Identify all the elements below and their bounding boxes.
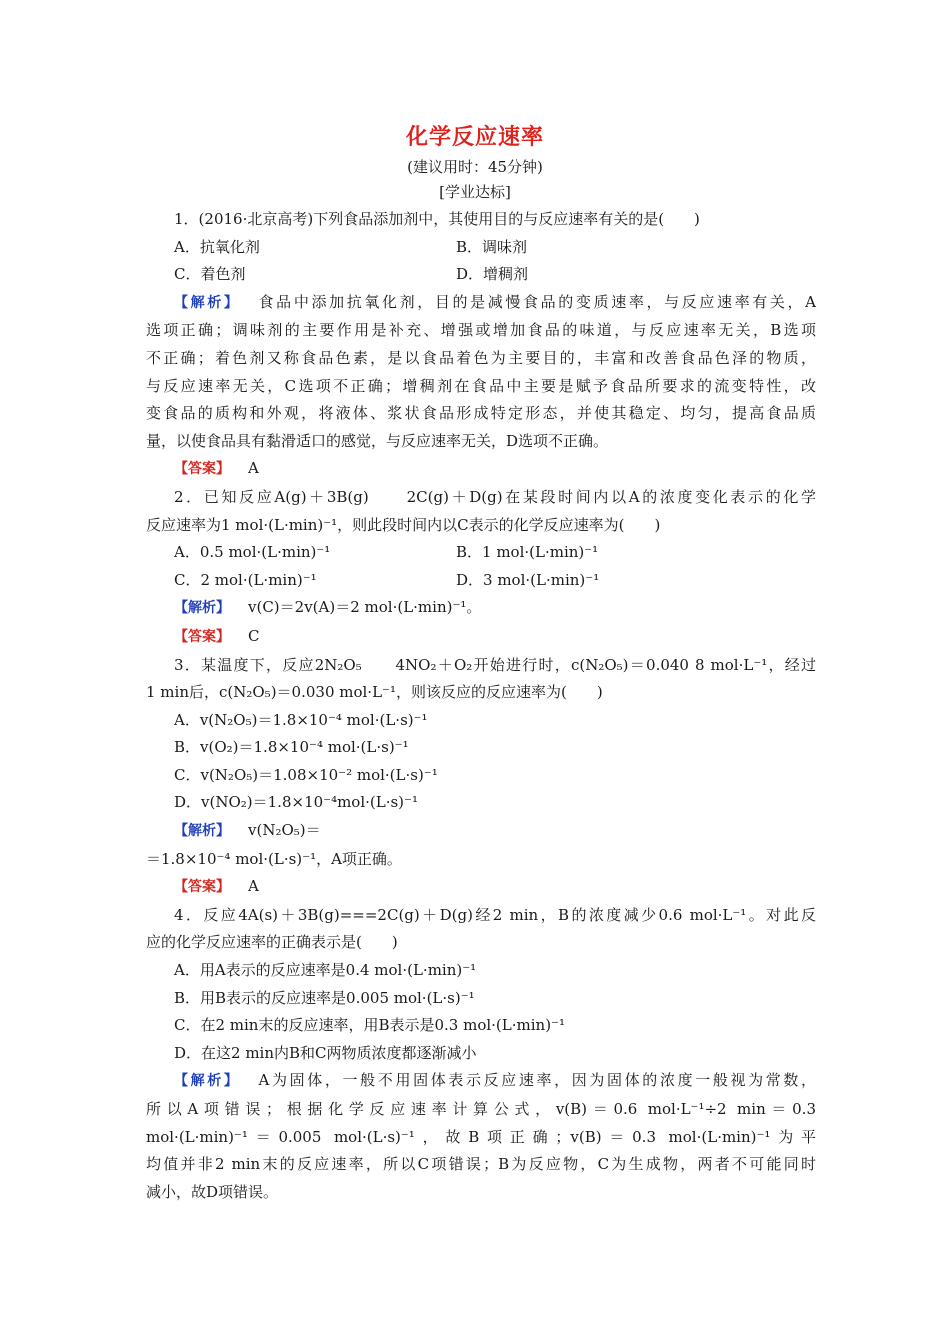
q2-option-b: B．1 mol·(L·min)⁻¹	[456, 543, 599, 562]
q1-options-row1	[146, 234, 816, 262]
analysis-tag: 【解析】	[174, 294, 241, 311]
q3-option-a: A．v(N₂O₅)＝1.8×10⁻⁴ mol·(L·s)⁻¹	[174, 710, 428, 729]
q4-analysis-line5: 减小，故D项错误。	[146, 1182, 279, 1201]
q1-option-a: A．抗氧化剂	[174, 237, 260, 256]
answer-value: C	[248, 626, 260, 645]
analysis-text: A为固体，一般不用固体表示反应速率，因为固体的浓度一般视为常数，	[258, 1071, 817, 1090]
analysis-tag: 【解析】	[174, 823, 230, 840]
q3-stem-line1: 3．某温度下，反应2N₂O₅ 4NO₂＋O₂开始进行时，c(N₂O₅)＝0.040 8 mol·L⁻¹，经过	[174, 655, 816, 674]
section-label: [学业达标]	[439, 183, 511, 201]
q1-options-row2	[146, 261, 816, 289]
page-title: 化学反应速率	[405, 125, 544, 150]
q2-option-a: A．0.5 mol·(L·min)⁻¹	[174, 543, 331, 562]
q3-option-d: D．v(NO₂)＝1.8×10⁻⁴mol·(L·s)⁻¹	[174, 793, 418, 812]
analysis-tag: 【解析】	[174, 1073, 241, 1090]
q4-option-a: A．用A表示的反应速率是0.4 mol·(L·min)⁻¹	[174, 961, 477, 980]
q4-option-c: C．在2 min末的反应速率，用B表示是0.3 mol·(L·min)⁻¹	[174, 1016, 565, 1035]
q3-option-b: B．v(O₂)＝1.8×10⁻⁴ mol·(L·s)⁻¹	[174, 738, 409, 757]
q3-stem-line2: 1 min后，c(N₂O₅)＝0.030 mol·L⁻¹，则该反应的反应速率为( )	[146, 683, 603, 702]
q1-analysis-line5: 变食品的质构和外观，将液体、浆状食品形成特定形态，并使其稳定、均匀，提高食品质	[146, 404, 816, 423]
q4-option-b: B．用B表示的反应速率是0.005 mol·(L·s)⁻¹	[174, 988, 475, 1007]
analysis-text: 食品中添加抗氧化剂，目的是减慢食品的变质速率，与反应速率有关，A	[258, 292, 817, 311]
q2-analysis	[146, 594, 816, 623]
q1-option-c: C．着色剂	[174, 265, 246, 284]
q3-option-c: C．v(N₂O₅)＝1.08×10⁻² mol·(L·s)⁻¹	[174, 765, 438, 784]
q2-stem-line1: 2．已知反应A(g)＋3B(g) 2C(g)＋D(g)在某段时间内以A的浓度变化表示的化学	[174, 487, 816, 506]
analysis-text: v(N₂O₅)＝	[248, 821, 321, 840]
q4-analysis-line4: 均值并非2 min末的反应速率，所以C项错误；B为反应物，C为生成物，两者不可能同时	[146, 1155, 816, 1174]
q2-stem-line2: 反应速率为1 mol·(L·min)⁻¹，则此段时间内以C表示的化学反应速率为( )	[146, 515, 661, 534]
q2-answer	[146, 623, 816, 652]
q1-analysis-line4: 与反应速率无关，C选项不正确；增稠剂在食品中主要是赋予食品所要求的流变特性，改	[146, 376, 816, 395]
answer-tag: 【答案】	[174, 879, 230, 896]
q4-option-d: D．在这2 min内B和C两物质浓度都逐渐减小	[174, 1043, 477, 1062]
q3-analysis-line1	[146, 817, 816, 846]
analysis-tag: 【解析】	[174, 600, 230, 617]
q3-answer	[146, 873, 816, 902]
q2-options-row2	[146, 567, 816, 595]
answer-tag: 【答案】	[174, 628, 230, 645]
q1-analysis-line3: 不正确；着色剂又称食品色素，是以食品着色为主要目的，丰富和改善食品色泽的物质，	[146, 348, 816, 367]
q1-analysis-line6: 量，以使食品具有黏滑适口的感觉，与反应速率无关，D选项不正确。	[146, 431, 609, 450]
q4-analysis-line1	[146, 1067, 816, 1096]
suggested-time: (建议用时：45分钟)	[407, 158, 543, 176]
q3-analysis-line2: ＝1.8×10⁻⁴ mol·(L·s)⁻¹，A项正确。	[146, 849, 402, 868]
q1-option-b: B．调味剂	[456, 237, 528, 256]
answer-value: A	[248, 459, 259, 478]
q2-option-d: D．3 mol·(L·min)⁻¹	[456, 570, 600, 589]
q2-option-c: C．2 mol·(L·min)⁻¹	[174, 570, 317, 589]
answer-tag: 【答案】	[174, 461, 230, 478]
q1-answer	[146, 455, 816, 484]
q4-stem-line2: 应的化学反应速率的正确表示是( )	[146, 933, 398, 952]
q4-analysis-line3: mol·(L·min)⁻¹＝0.005 mol·(L·s)⁻¹，故B项正确；v(B)＝0.3 mol·(L·min)⁻¹为平	[146, 1127, 816, 1146]
q1-option-d: D．增稠剂	[456, 265, 529, 284]
content	[146, 206, 816, 1206]
q1-stem: 1．(2016·北京高考)下列食品添加剂中，其使用目的与反应速率有关的是( )	[174, 210, 700, 228]
q4-stem-line1: 4．反应4A(s)＋3B(g)===2C(g)＋D(g)经2 min，B的浓度减少0.6 mol·L⁻¹。对此反	[174, 905, 816, 924]
answer-value: A	[248, 877, 259, 896]
q1-analysis-line2: 选项正确；调味剂的主要作用是补充、增强或增加食品的味道，与反应速率无关，B选项	[146, 321, 816, 340]
analysis-text: v(C)＝2v(A)＝2 mol·(L·min)⁻¹。	[248, 598, 482, 617]
q4-analysis-line2: 所以A项错误；根据化学反应速率计算公式，v(B)＝0.6 mol·L⁻¹÷2 min＝0.3	[146, 1100, 816, 1118]
q2-options-row1	[146, 539, 816, 567]
q1-analysis-line1	[146, 289, 816, 318]
